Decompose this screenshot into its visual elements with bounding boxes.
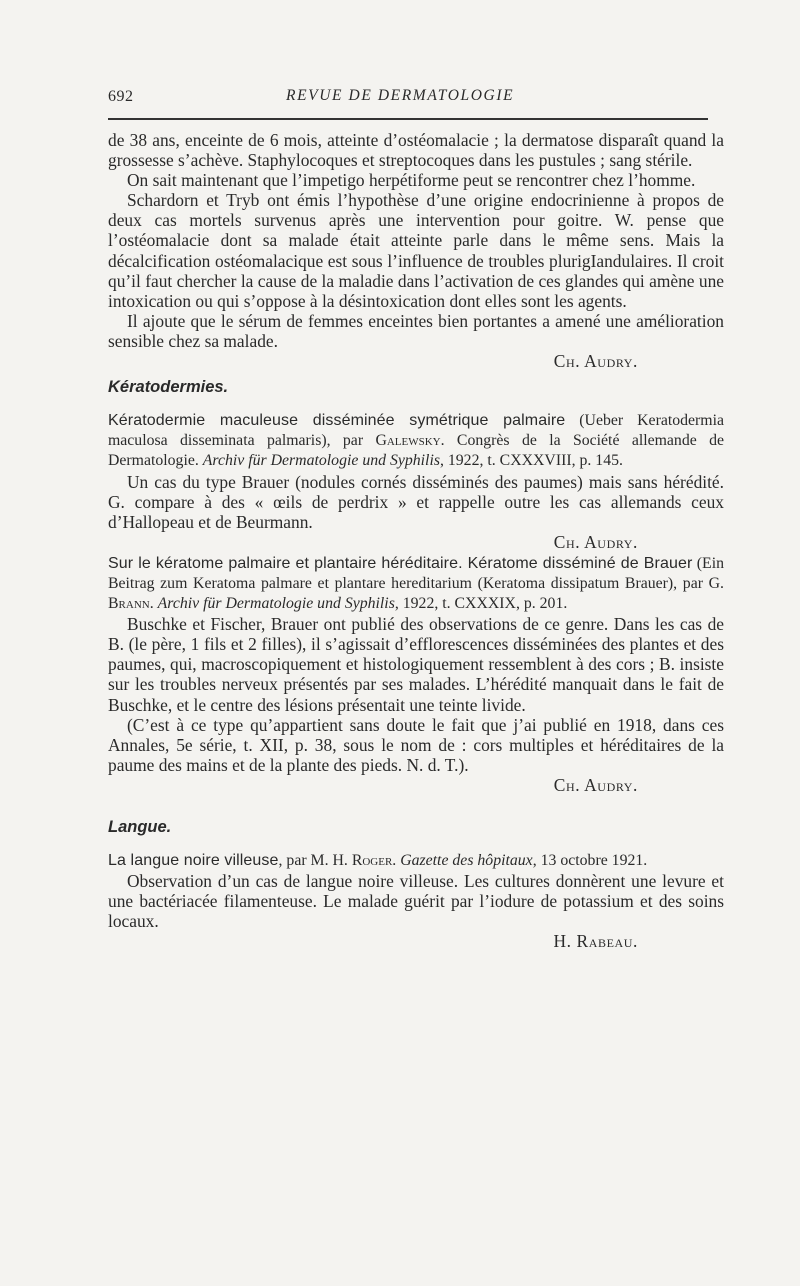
reference-text: . bbox=[149, 595, 158, 613]
reference-text: . Congrès de la Société allemande de Dermatologie. bbox=[108, 432, 724, 470]
entry-title: Sur le kératome palmaire et plantaire héréditaire. Kératome disséminé de Brauer bbox=[108, 554, 693, 572]
entry-reference bbox=[108, 411, 724, 471]
section-heading-keratodermies: Kératodermies. bbox=[108, 378, 229, 397]
review-entry bbox=[108, 411, 724, 552]
header-rule bbox=[108, 118, 708, 120]
running-header bbox=[108, 84, 724, 110]
entry-title: La langue noire villeuse bbox=[108, 852, 279, 870]
paragraph: (C’est à ce type qu’appartient sans doute le fait que j’ai publié en 1918, dans ces Annales, 5e série, t. XII, p. 38, sous le nom de : cors multiples et héréditaires de la paume des mains et de la plante des pieds. N. d. T.). bbox=[108, 714, 724, 775]
section-heading-langue: Langue. bbox=[108, 818, 172, 836]
journal-title: REVUE DE DERMATOLOGIE bbox=[286, 87, 515, 104]
signature: H. Rabeau. bbox=[553, 931, 638, 952]
author-name: G. Brann bbox=[108, 574, 724, 613]
entry-reference bbox=[108, 851, 724, 871]
paragraph: On sait maintenant que l’impetigo herpétiforme peut se rencontrer chez l’homme. bbox=[127, 170, 696, 191]
review-entry bbox=[108, 851, 724, 951]
reference-text: , par M. H. bbox=[278, 852, 352, 870]
paragraph: Il ajoute que le sérum de femmes enceintes bien portantes a amené une amélioration sensible chez sa malade. bbox=[108, 310, 724, 351]
journal-name: Archiv für Dermatologie und Syphilis bbox=[202, 452, 440, 470]
continued-paragraph: de 38 ans, enceinte de 6 mois, atteinte d’ostéomalacie ; la dermatose disparaît quand la grossesse s’achève. Staphylocoques et streptocoques dans les pustules ; sang stérile. bbox=[108, 130, 724, 171]
signature: Ch. Audry. bbox=[553, 774, 638, 795]
paragraph: Un cas du type Brauer (nodules cornés disséminés des paumes) mais sans hérédité. G. compare à des « œils de perdrix » et rappelle outre les cas allemands ceux d’Hallopeau et de Beurmann. bbox=[108, 471, 724, 532]
reference-text: . bbox=[392, 852, 401, 870]
article-body bbox=[108, 130, 724, 952]
paragraph: Observation d’un cas de langue noire villeuse. Les cultures donnèrent une levure et une bactériacée filamenteuse. Le malade guérit par l’iodure de potassium et des soins locaux. bbox=[108, 871, 724, 932]
signature: Ch. Audry. bbox=[553, 351, 638, 372]
review-entry bbox=[108, 554, 724, 795]
author-name: Galewsky bbox=[375, 432, 441, 450]
reference-text: , 13 octobre 1921. bbox=[532, 852, 648, 870]
reference-text: (Ein Beitrag zum Keratoma palmare et plantare hereditarium (Keratoma dissipatum Brauer), par bbox=[108, 554, 724, 592]
signature: Ch. Audry. bbox=[553, 531, 638, 552]
reference-text: , 1922, t. CXXXIX, p. 201. bbox=[394, 595, 568, 613]
reference-text: (Ueber Keratodermia maculosa disseminata palmaris), par bbox=[108, 412, 724, 450]
paragraph: Buschke et Fischer, Brauer ont publié des observations de ce genre. Dans les cas de B. (le père, 1 fils et 2 filles), il s’agissait d’efflorescences disséminées des plantes et des paumes, qui, macroscopiquement et histologiquement ressemblent à des cors ; B. insiste sur les troubles nerveux présentés par ses malades. L’hérédité manquait dans le fait de Buschke, et le centre des lésions présentait une teinte livide. bbox=[108, 614, 724, 715]
journal-page bbox=[108, 84, 724, 952]
author-name: Roger bbox=[351, 852, 393, 870]
reference-text: , 1922, t. CXXXVIII, p. 145. bbox=[439, 452, 623, 470]
paragraph: Schardorn et Tryb ont émis l’hypothèse d’une origine endocrinienne à propos de deux cas mortels survenus après une intervention pour goitre. W. pense que l’ostéomalacie dont sa malade était atteinte parle dans le même sens. Mais la décalcification ostéomalacique est sous l’influence de troubles plurigIandulaires. Il croit qu’il faut chercher la cause de la maladie dans l’activation de ces glandes qui amène une intoxication ou qui s’oppose à la désintoxication dont elles sont les agents. bbox=[108, 190, 724, 311]
page-number: 692 bbox=[108, 88, 134, 105]
journal-name: Archiv für Dermatologie und Syphilis bbox=[157, 595, 395, 613]
entry-title: Kératodermie maculeuse disséminée symétrique palmaire bbox=[108, 412, 566, 430]
entry-reference bbox=[108, 554, 724, 614]
journal-name: Gazette des hôpitaux bbox=[400, 852, 533, 870]
